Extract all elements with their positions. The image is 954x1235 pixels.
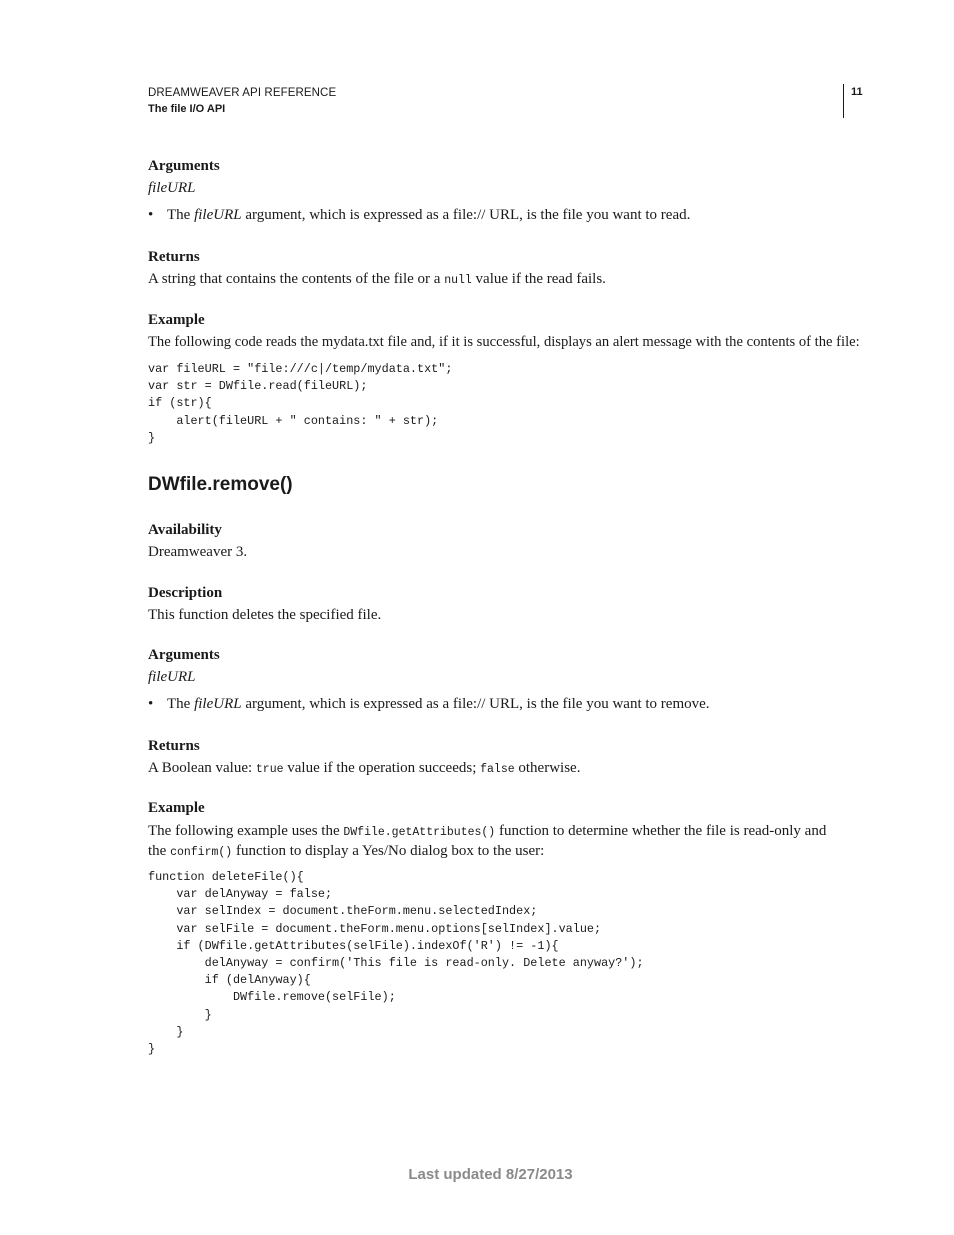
example-text: The following code reads the mydata.txt file and, if it is successful, displays an alert message with the contents of the file: [148,334,860,350]
code-block-read: var fileURL = "file:///c|/temp/mydata.txt"; var str = DWfile.read(fileURL); if (str){ alert(fileURL + " contains: " + str); } [148,362,453,445]
inline-code: null [444,274,472,287]
chapter-title: The file I/O API [148,103,226,115]
description-text: This function deletes the specified file. [148,607,382,623]
availability-heading: Availability [148,522,222,538]
inline-code: true [255,763,284,776]
section-title: DWfile.remove() [148,474,293,495]
argument-bullet: • The fileURL argument, which is expressed as a file:// URL, is the file you want to remove. [148,696,710,712]
example-heading: Example [148,312,205,328]
inline-code: DWfile.getAttributes() [343,826,496,839]
page-number: 11 [851,86,863,98]
returns-heading: Returns [148,249,200,265]
argument-name: fileURL [148,669,196,685]
code-block-remove: function deleteFile(){ var delAnyway = false; var selIndex = document.theForm.menu.selectedIndex; var selFile = document.theForm.menu.options[selIndex].value; if (DWfile.getAttributes(selFile).indexOf('R') != -1){ delAnyway = confirm('This file is read-only. Delete anyway?'); if (delAnyway){ DWfile.remove(selFile); } } } [148,870,644,1057]
example-heading: Example [148,800,205,816]
last-updated-footer: Last updated 8/27/2013 [408,1166,573,1183]
header-divider [843,84,844,118]
returns-heading: Returns [148,738,200,754]
arguments-heading: Arguments [148,647,220,663]
description-heading: Description [148,585,223,601]
bullet-marker: • [148,207,154,223]
bullet-marker: • [148,696,154,712]
argument-bullet: • The fileURL argument, which is expressed as a file:// URL, is the file you want to read. [148,207,691,223]
example-text-line-2: the confirm() function to display a Yes/No dialog box to the user: [148,843,545,859]
example-text-line-1: The following example uses the DWfile.getAttributes() function to determine whether the file is read-only and [148,823,827,839]
argument-name: fileURL [148,180,196,196]
returns-text: A string that contains the contents of the file or a null value if the read fails. [148,271,606,287]
inline-code: confirm() [170,846,233,859]
arguments-heading: Arguments [148,158,220,174]
availability-text: Dreamweaver 3. [148,544,248,560]
returns-text: A Boolean value: true value if the operation succeeds; false otherwise. [148,760,581,776]
document-title: DREAMWEAVER API REFERENCE [148,87,337,99]
inline-code: false [480,763,515,776]
